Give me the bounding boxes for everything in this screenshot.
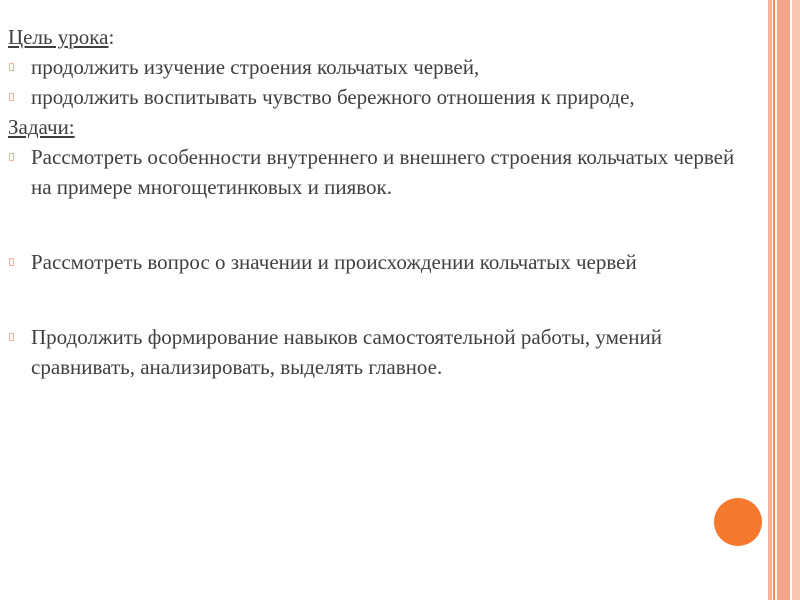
bullet-icon xyxy=(9,93,14,101)
decorative-band-stripe xyxy=(792,0,800,600)
tasks-heading-text: Задачи: xyxy=(8,115,75,139)
list-item-text: продолжить воспитывать чувство бережного отношения к природе, xyxy=(31,85,635,109)
list-item xyxy=(8,142,758,202)
list-item xyxy=(8,322,758,382)
slide-content xyxy=(8,22,758,382)
decorative-band-stripe xyxy=(777,0,790,600)
tasks-heading xyxy=(8,112,758,142)
lesson-goal-heading-colon: : xyxy=(108,25,115,49)
list-item-text: продолжить изучение строения кольчатых червей, xyxy=(31,55,480,79)
spacer xyxy=(8,202,758,247)
list-item xyxy=(8,247,758,277)
lesson-goal-heading xyxy=(8,22,758,52)
bullet-icon xyxy=(9,63,14,71)
list-item-text: Рассмотреть вопрос о значении и происхождении кольчатых червей xyxy=(31,250,637,274)
list-item-text: Рассмотреть особенности внутреннего и внешнего строения кольчатых червей на примере многощетинковых и пиявок. xyxy=(31,145,735,199)
bullet-icon xyxy=(9,333,14,341)
bullet-icon xyxy=(9,258,14,266)
lesson-goal-heading-text: Цель урока xyxy=(8,25,109,49)
bullet-icon xyxy=(9,153,14,161)
list-item xyxy=(8,82,758,112)
list-item xyxy=(8,52,758,82)
list-item-text: Продолжить формирование навыков самостоятельной работы, умений сравнивать, анализировать, выделять главное. xyxy=(31,325,662,379)
spacer xyxy=(8,277,758,322)
orange-circle-decoration xyxy=(714,498,762,546)
